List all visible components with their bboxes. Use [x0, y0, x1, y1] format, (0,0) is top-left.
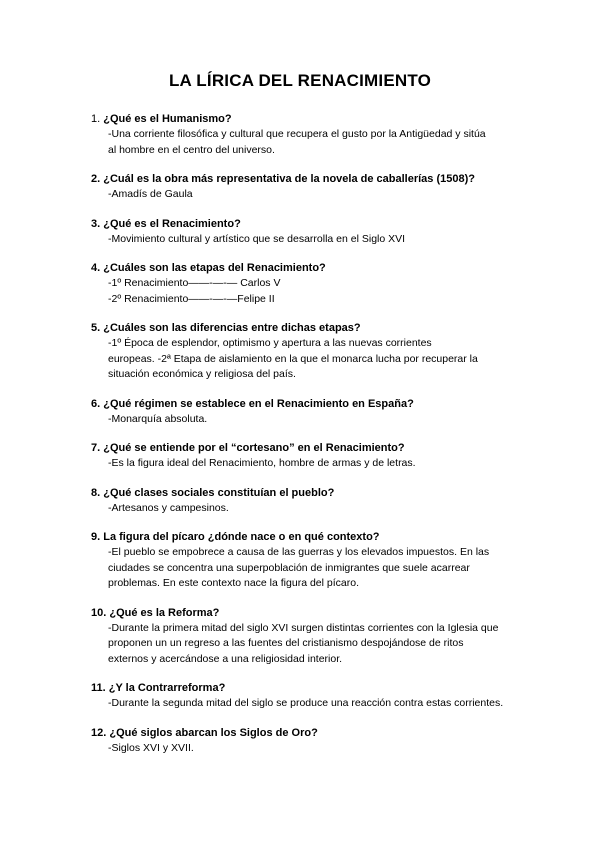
answer-text [91, 501, 531, 517]
answer-line: -Amadís de Gaula [108, 188, 193, 200]
question-heading [91, 530, 531, 545]
question-number: 5. [91, 322, 101, 334]
question-heading [91, 681, 531, 696]
question-text: ¿Qué régimen se establece en el Renacimiento en España? [103, 397, 414, 410]
answer-line: externos y acercándose a una religiosidad interior. [108, 652, 343, 665]
question-text: ¿Qué es el Humanismo? [103, 113, 232, 125]
question-text: ¿Qué clases sociales constituían el pueblo? [103, 486, 335, 499]
question-text: ¿Qué es el Renacimiento? [103, 217, 241, 230]
question-list [91, 112, 531, 770]
question-heading [91, 726, 531, 741]
question-item [91, 530, 531, 592]
question-text: ¿Cuál es la obra más representativa de la novela de caballerías (1508)? [103, 173, 475, 185]
question-heading [91, 112, 531, 127]
question-number: 9. [91, 531, 101, 543]
answer-line: -Movimiento cultural y artístico que se desarrolla en el Siglo XVI [108, 232, 406, 245]
answer-line: al hombre en el centro del universo. [108, 143, 275, 156]
page-title: LA LÍRICA DEL RENACIMIENTO [168, 71, 432, 90]
question-heading [91, 486, 531, 501]
answer-line: europeas. -2ª Etapa de aislamiento en la que el monarca lucha por recuperar la [108, 352, 478, 365]
answer-text [91, 232, 531, 248]
question-number: 6. [91, 397, 101, 410]
answer-line: -Durante la segunda mitad del siglo se produce una reacción contra estas corrientes. [108, 697, 504, 709]
answer-line: -Es la figura ideal del Renacimiento, hombre de armas y de letras. [108, 457, 416, 469]
question-item [91, 172, 531, 203]
question-item [91, 261, 531, 307]
answer-line: -1º Renacimiento——-—-— Carlos V [108, 277, 281, 289]
answer-text [91, 621, 531, 668]
question-text: ¿Cuáles son las diferencias entre dichas etapas? [103, 322, 361, 334]
answer-line: ciudades se concentra una superpoblación de inmigrantes que suele acarrear [108, 561, 470, 574]
answer-text [91, 187, 531, 203]
answer-line: -Artesanos y campesinos. [108, 501, 229, 514]
question-text: ¿Y la Contrarreforma? [108, 682, 226, 694]
question-number: 11. [91, 682, 106, 694]
question-text: ¿Qué se entiende por el “cortesano” en el Renacimiento? [103, 442, 405, 454]
answer-text [91, 456, 531, 472]
question-item [91, 321, 531, 383]
question-heading [91, 217, 531, 232]
question-item [91, 486, 531, 517]
answer-line: -1º Época de esplendor, optimismo y apertura a las nuevas corrientes [108, 337, 432, 349]
answer-line: -Durante la primera mitad del siglo XVI surgen distintas corrientes con la Iglesia que [108, 621, 499, 634]
answer-line: -Siglos XVI y XVII. [108, 741, 194, 754]
question-text: ¿Qué es la Reforma? [109, 606, 220, 619]
answer-text [91, 127, 531, 158]
answer-text [91, 696, 531, 712]
question-item [91, 681, 531, 712]
question-number: 10. [91, 606, 107, 619]
question-heading [91, 397, 531, 412]
answer-text [91, 545, 531, 592]
question-item [91, 397, 531, 428]
question-heading [91, 441, 531, 456]
question-number: 1. [91, 113, 101, 125]
answer-line: -Una corriente filosófica y cultural que recupera el gusto por la Antigüedad y sitúa [108, 128, 486, 140]
question-text: La figura del pícaro ¿dónde nace o en qué contexto? [103, 531, 380, 543]
answer-text [91, 336, 531, 383]
answer-line: -2º Renacimiento——-—-—Felipe II [108, 292, 275, 305]
answer-text [91, 276, 531, 307]
question-item [91, 606, 531, 668]
answer-text [91, 412, 531, 428]
question-number: 7. [91, 442, 101, 454]
question-number: 4. [91, 262, 101, 274]
answer-line: problemas. En este contexto nace la figura del pícaro. [108, 577, 359, 589]
question-number: 12. [91, 726, 107, 739]
question-number: 2. [91, 173, 101, 185]
question-number: 3. [91, 217, 101, 230]
answer-line: -Monarquía absoluta. [108, 412, 208, 425]
question-heading [91, 606, 531, 621]
question-text: ¿Qué siglos abarcan los Siglos de Oro? [109, 726, 318, 739]
answer-line: -El pueblo se empobrece a causa de las guerras y los elevados impuestos. En las [108, 546, 490, 558]
question-item [91, 112, 531, 158]
question-text: ¿Cuáles son las etapas del Renacimiento? [103, 262, 326, 274]
answer-line: situación económica y religiosa del país. [108, 368, 296, 380]
question-number: 8. [91, 486, 101, 499]
question-item [91, 441, 531, 472]
question-heading [91, 261, 531, 276]
answer-text [91, 741, 531, 757]
question-item [91, 726, 531, 757]
question-item [91, 217, 531, 248]
question-heading [91, 172, 531, 187]
question-heading [91, 321, 531, 336]
answer-line: proponen un un regreso a las fuentes del cristianismo despojándose de ritos [108, 637, 464, 649]
